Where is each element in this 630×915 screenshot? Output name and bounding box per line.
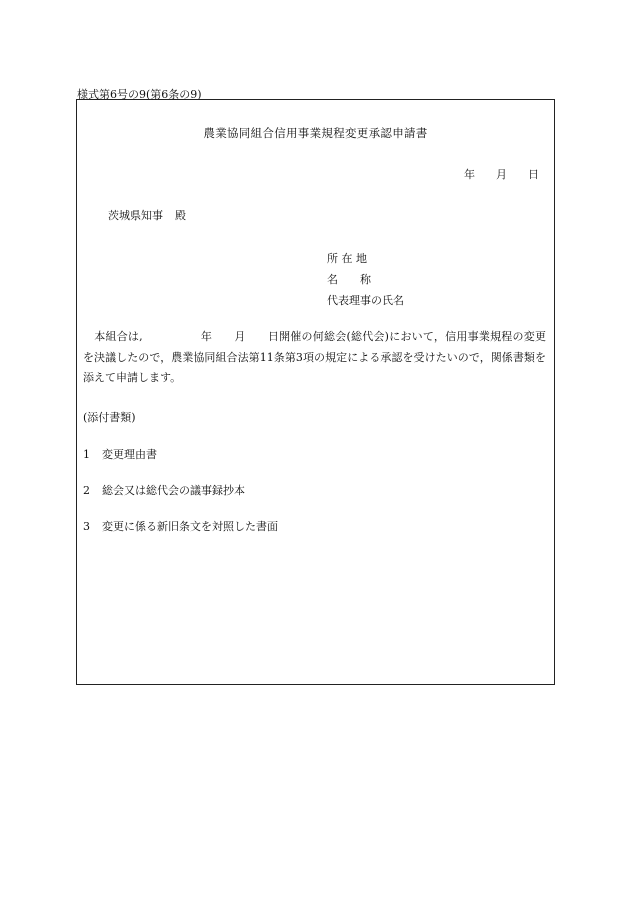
applicant-block (327, 248, 404, 311)
applicant-representative-label: 代表理事の氏名 (327, 294, 404, 307)
attachment-number: 2 (83, 484, 90, 497)
date-day-label: 日 (528, 168, 539, 181)
document-title: 農業協同組合信用事業規程変更承認申請書 (203, 126, 428, 140)
attachment-text: 総会又は総代会の議事録抄本 (102, 484, 245, 497)
addressee-name: 茨城県知事 (108, 209, 163, 222)
date-month-label: 月 (496, 168, 507, 181)
attachment-text: 変更理由書 (102, 448, 157, 461)
attachment-number: 3 (83, 520, 90, 533)
date-year-label: 年 (464, 168, 475, 181)
addressee-honorific: 殿 (175, 209, 186, 222)
applicant-address-label: 所 在 地 (327, 252, 367, 265)
application-body (83, 327, 546, 389)
attachments-heading: (添付書類) (83, 411, 136, 424)
body-year: 年 (200, 330, 213, 343)
date-line (464, 166, 539, 182)
form-number: 様式第6号の9(第6条の9) (77, 88, 202, 101)
applicant-name-label: 名 称 (327, 273, 371, 286)
attachment-number: 1 (83, 448, 90, 461)
body-part1: 本組合は, (94, 330, 143, 343)
body-month: 月 (234, 330, 246, 343)
attachment-item (83, 446, 157, 462)
attachment-item (83, 518, 278, 534)
attachment-item (83, 482, 245, 498)
body-part2: 日開催の何総会(総代会)において，信用事業規程の変更を決議したので，農業協同組合法第11条第3項の規定による承認を受けたいので，関係書類を添えて申請します。 (83, 330, 547, 384)
attachment-text: 変更に係る新旧条文を対照した書面 (102, 520, 278, 533)
addressee (108, 207, 186, 223)
document-frame (76, 99, 555, 685)
